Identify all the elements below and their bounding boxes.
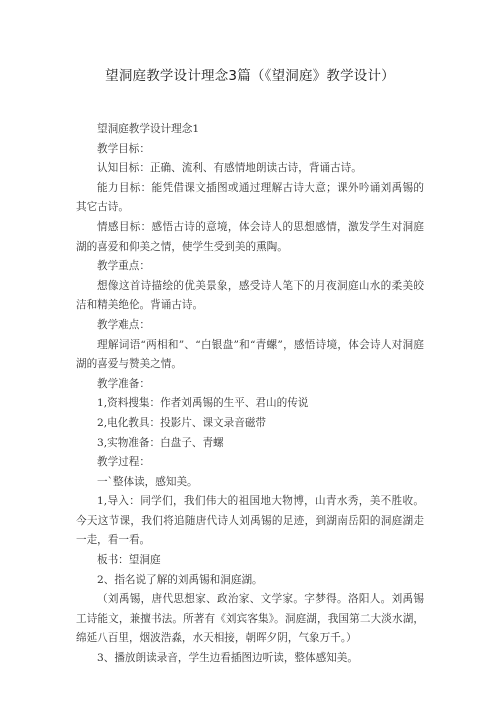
paragraph-board: 板书：望洞庭 (97, 554, 161, 567)
list-item-objects: 3,实物准备：白盘子、青螺 (97, 436, 224, 449)
subtitle-paragraph: 望洞庭教学设计理念1 (97, 123, 200, 135)
section-heading-objectives: 教学目标： (97, 142, 150, 155)
list-item-materials: 1,资料搜集：作者刘禹锡的生平、君山的传说 (97, 397, 309, 410)
document-title: 望洞庭教学设计理念3篇（《望洞庭》教学设计） (105, 68, 395, 84)
paragraph-cognitive-goal: 认知目标：正确、流利、有感情地朗读古诗，背诵古诗。 (97, 162, 362, 175)
section-heading-difficulties: 教学难点： (97, 318, 150, 331)
document-body (76, 120, 424, 669)
paragraph-background: （刘禹锡，唐代思想家、政治家、文学家。字梦得。洛阳人。刘禹锡工诗能文，兼擅书法。所著有《刘宾客集》。洞庭湖，我国第二大淡水湖，绵延八百里，烟波浩淼，水天相接，朝晖夕阴，气象万千。） (76, 593, 424, 645)
paragraph-ability-goal: 能力目标：能凭借课文插图或通过理解古诗大意；课外吟诵刘禹锡的其它古诗。 (76, 181, 424, 214)
paragraph-difficulties: 理解词语“两相和”、“白银盘”和“青螺”，感悟诗境，体会诗人对洞庭湖的喜爱与赞美之情。 (76, 338, 424, 371)
paragraph-emotion-goal: 情感目标：感悟古诗的意境，体会诗人的思想感情，激发学生对洞庭湖的喜爱和仰美之情，使学生受到美的熏陶。 (76, 220, 424, 253)
section-heading-key-points: 教学重点： (97, 260, 150, 273)
paragraph-step-3: 3、播放朗读录音，学生边看插图边听读，整体感知美。 (97, 652, 358, 665)
paragraph-intro: 1,导入：同学们，我们伟大的祖国地大物博，山青水秀，美不胜收。今天这节课，我们将追随唐代诗人刘禹锡的足迹，到湖南岳阳的洞庭湖走一走，看一看。 (76, 495, 424, 547)
paragraph-key-points: 想像这首诗描绘的优美景象，感受诗人笔下的月夜洞庭山水的柔美皎洁和精美绝伦。背诵古诗。 (76, 279, 424, 312)
paragraph-step-2: 2、指名说了解的刘禹锡和洞庭湖。 (97, 573, 263, 586)
section-heading-preparation: 教学准备： (97, 377, 150, 390)
step-heading-1: 一`整体读，感知美。 (97, 475, 198, 488)
section-heading-process: 教学过程： (97, 456, 150, 469)
list-item-media: 2,电化教具：投影片、课文录音磁带 (97, 416, 267, 429)
